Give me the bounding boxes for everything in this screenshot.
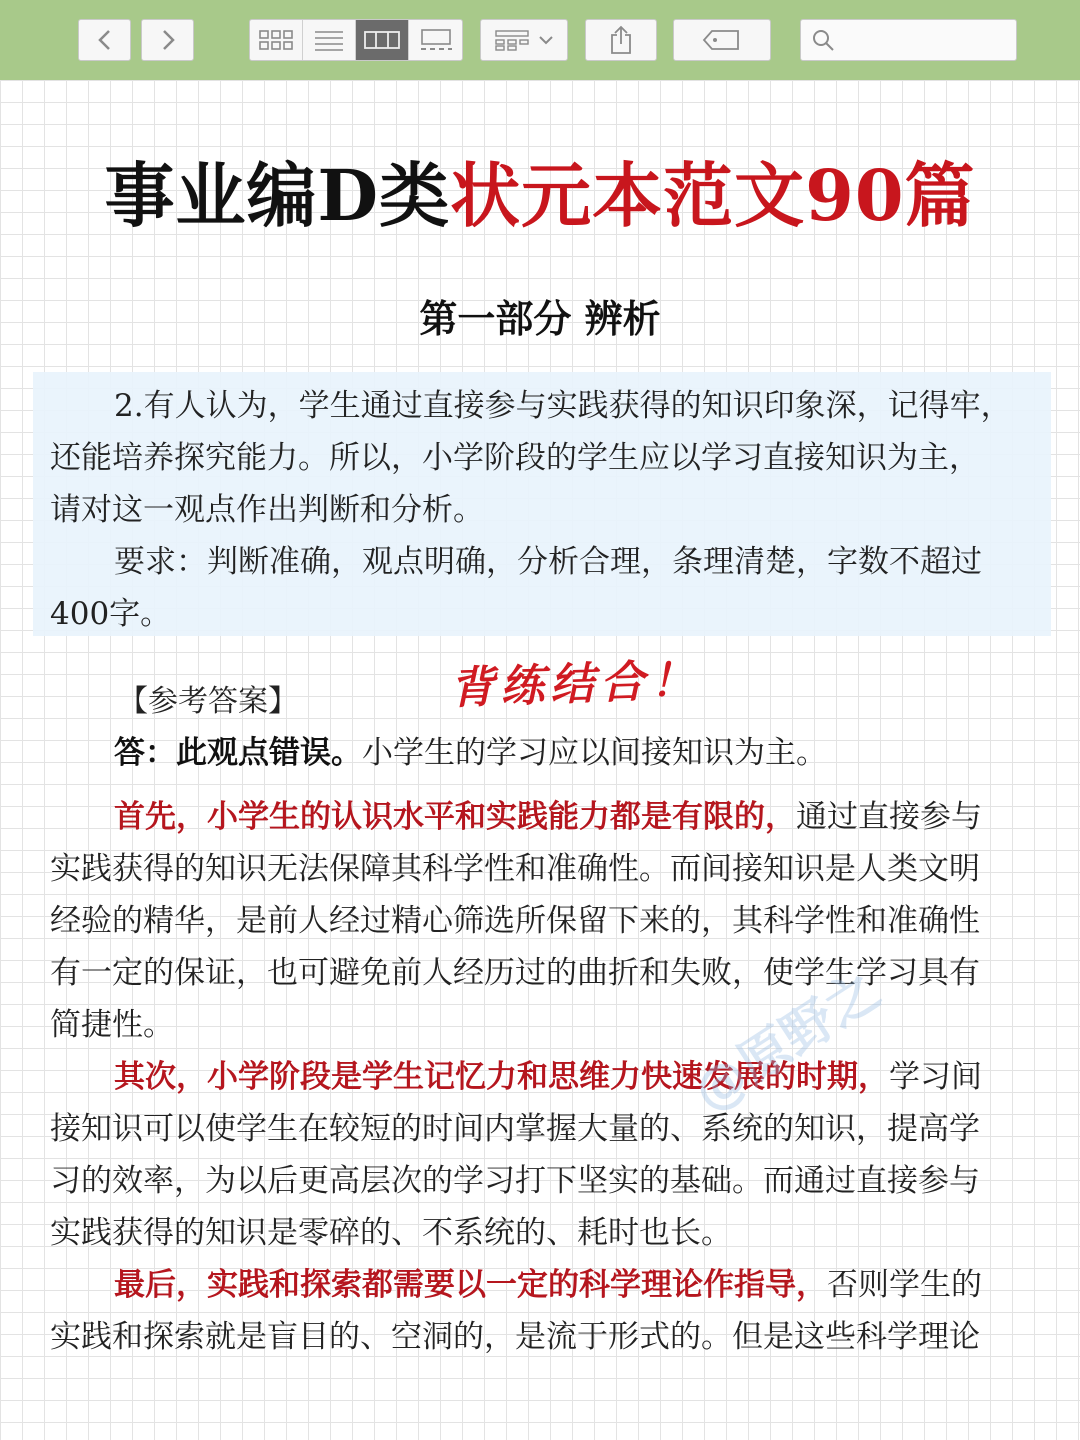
forward-button[interactable] <box>141 19 194 61</box>
page-title <box>0 140 1080 241</box>
chevron-right-icon <box>158 28 178 52</box>
requirement-line-1: 要求：判断准确，观点明确，分析合理，条理清楚，字数不超过 <box>114 544 982 580</box>
list-view-icon <box>313 29 345 51</box>
search-input[interactable] <box>843 31 1003 50</box>
paragraph1-key-point: 首先，小学生的认识水平和实践能力都是有限的， <box>114 799 796 835</box>
answer-line <box>114 727 827 779</box>
paragraph1-line-1 <box>114 791 982 843</box>
question-line-3: 请对这一观点作出判断和分析。 <box>50 492 484 528</box>
answer-verdict: 答：此观点错误。 <box>114 735 362 771</box>
chevron-left-icon <box>95 28 115 52</box>
view-list-button[interactable] <box>303 20 356 60</box>
reference-answer-label: 【参考答案】 <box>118 684 298 719</box>
back-button[interactable] <box>78 19 131 61</box>
question-line-2: 还能培养探究能力。所以，小学阶段的学生应以学习直接知识为主， <box>50 440 980 476</box>
title-part-red: 状元本范文90篇 <box>450 154 976 237</box>
view-switcher <box>249 19 463 61</box>
paragraph2-line-1 <box>114 1051 982 1103</box>
title-part-black: 事业编D类 <box>104 154 451 237</box>
paragraph2-key-point: 其次，小学阶段是学生记忆力和思维力快速发展的时期， <box>114 1059 889 1095</box>
paragraph2-first-rest: 学习间 <box>889 1059 982 1095</box>
share-button[interactable] <box>585 19 657 61</box>
paragraph3-first-rest: 否则学生的 <box>827 1267 982 1303</box>
tag-icon <box>702 29 742 51</box>
paragraph1-line-5: 简捷性。 <box>50 1007 174 1043</box>
column-view-icon <box>364 29 400 51</box>
paragraph2-line-3: 习的效率，为以后更高层次的学习打下坚实的基础。而通过直接参与 <box>50 1163 980 1199</box>
paragraph1-line-3: 经验的精华，是前人经过精心筛选所保留下来的，其科学性和准确性 <box>50 903 980 939</box>
tag-button[interactable] <box>673 19 771 61</box>
grid-view-icon <box>258 29 294 51</box>
toolbar <box>0 0 1080 80</box>
search-box[interactable] <box>800 19 1017 61</box>
search-icon <box>811 28 835 52</box>
chevron-down-icon <box>538 34 554 46</box>
handwritten-note: 背练结合！ <box>449 654 701 715</box>
paragraph2-line-2: 接知识可以使学生在较短的时间内掌握大量的、系统的知识，提高学 <box>50 1111 980 1147</box>
view-gallery-button[interactable] <box>409 20 462 60</box>
section-heading: 第一部分 辨析 <box>419 296 661 341</box>
answer-rest: 小学生的学习应以间接知识为主。 <box>362 735 827 771</box>
paragraph2-line-4: 实践获得的知识是零碎的、不系统的、耗时也长。 <box>50 1215 732 1251</box>
paragraph1-line-4: 有一定的保证，也可避免前人经历过的曲折和失败，使学生学习具有 <box>50 955 980 991</box>
paragraph1-line-2: 实践获得的知识无法保障其科学性和准确性。而间接知识是人类文明 <box>50 851 980 887</box>
gallery-view-icon <box>418 28 454 52</box>
paragraph3-line-1 <box>114 1259 982 1311</box>
view-column-button[interactable] <box>356 20 409 60</box>
view-grid-button[interactable] <box>250 20 303 60</box>
question-line-1: 2.有人认为，学生通过直接参与实践获得的知识印象深，记得牢， <box>114 388 1012 424</box>
paragraph3-line-2: 实践和探索就是盲目的、空洞的，是流于形式的。但是这些科学理论 <box>50 1319 980 1355</box>
group-by-icon <box>494 29 530 51</box>
paragraph3-key-point: 最后，实践和探索都需要以一定的科学理论作指导， <box>114 1267 827 1303</box>
paragraph1-first-rest: 通过直接参与 <box>796 799 982 835</box>
watermark: @原野之 <box>683 960 891 1124</box>
share-icon <box>608 25 634 55</box>
group-by-dropdown[interactable] <box>480 19 568 61</box>
requirement-line-2: 400字。 <box>50 596 172 632</box>
